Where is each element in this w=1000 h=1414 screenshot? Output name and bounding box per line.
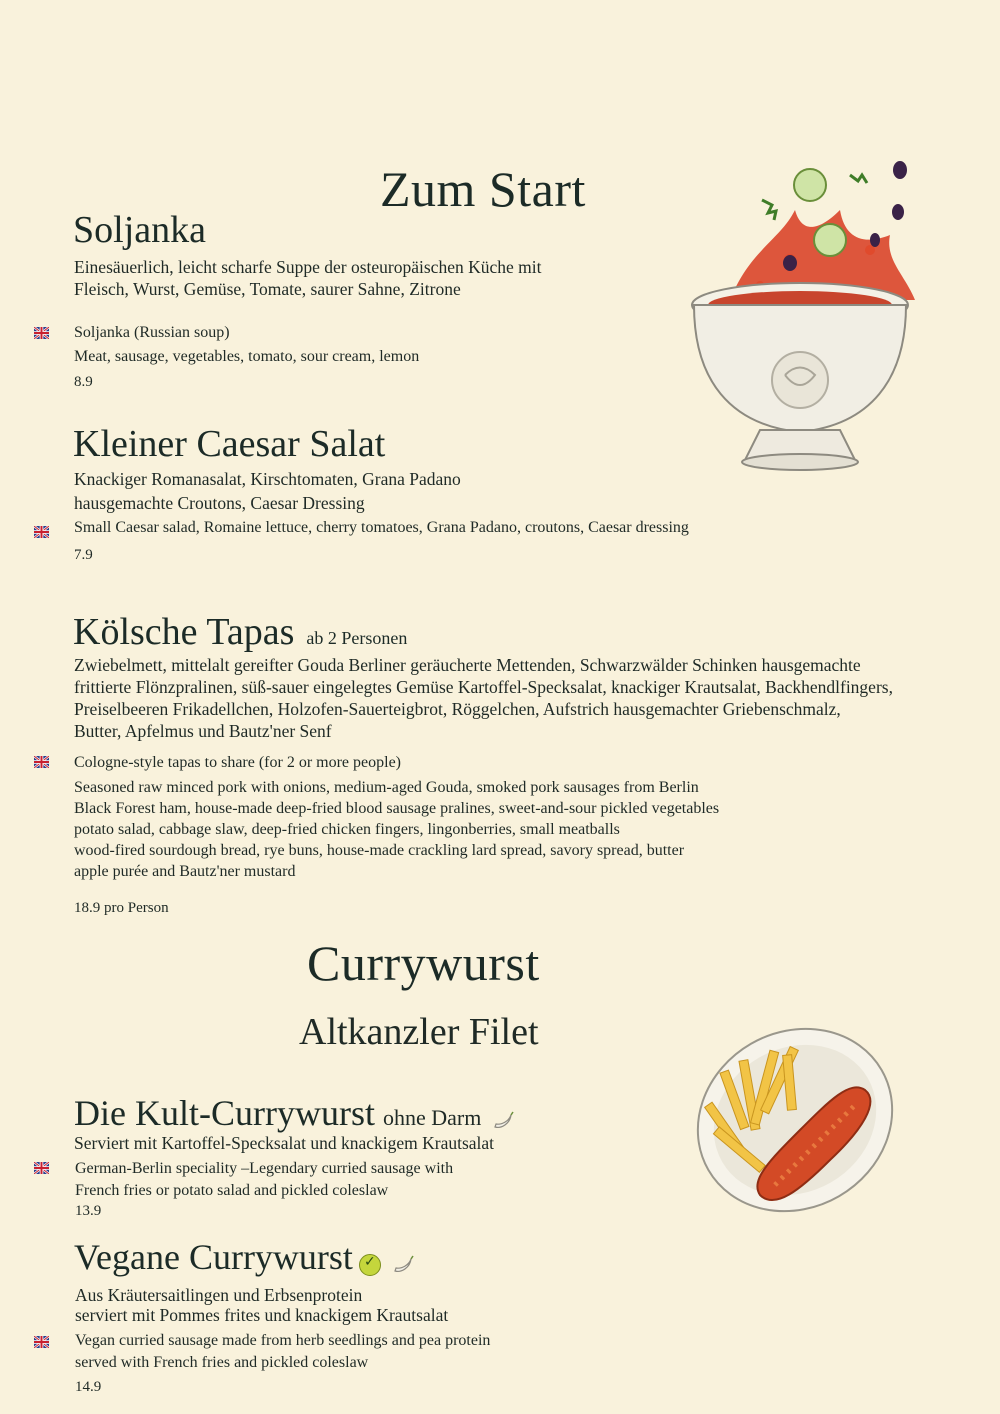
soup-bowl-illustration	[690, 140, 950, 490]
item-note-kult: ohne Darm	[382, 1105, 482, 1130]
item-en-desc-tapas-1: Seasoned raw minced pork with onions, medium-aged Gouda, smoked pork sausages from Berlin	[74, 779, 699, 796]
item-desc-kult-1: Serviert mit Kartoffel-Specksalat und knackigem Krautsalat	[74, 1133, 495, 1153]
item-title-vegan-name: Vegane Currywurst	[74, 1237, 353, 1277]
uk-flag-icon	[34, 526, 49, 538]
mild-chili-icon	[492, 1111, 514, 1131]
mild-chili-icon	[392, 1255, 414, 1275]
currywurst-plate-illustration	[690, 1010, 900, 1230]
item-desc-soljanka-2: Fleisch, Wurst, Gemüse, Tomate, saurer Sahne, Zitrone	[74, 279, 461, 299]
item-title-caesar: Kleiner Caesar Salat	[73, 423, 386, 465]
vegan-badge-icon	[359, 1254, 381, 1276]
uk-flag-icon	[34, 1162, 49, 1174]
uk-flag-icon	[34, 1336, 49, 1348]
item-en-desc-vegan-2: served with French fries and pickled coleslaw	[75, 1354, 369, 1371]
item-title-kult	[74, 1092, 514, 1134]
section-subtitle-currywurst: Altkanzler Filet	[299, 1011, 539, 1053]
uk-flag-icon	[34, 327, 49, 339]
item-en-desc-kult-1: German-Berlin speciality –Legendary curried sausage with	[75, 1160, 454, 1177]
item-en-desc-kult-2: French fries or potato salad and pickled coleslaw	[75, 1182, 389, 1199]
item-en-desc-tapas-3: potato salad, cabbage slaw, deep-fried chicken fingers, lingonberries, small meatballs	[74, 821, 620, 838]
item-price-tapas: 18.9 pro Person	[74, 900, 169, 916]
item-title-soljanka: Soljanka	[73, 209, 206, 251]
item-price-vegan: 14.9	[75, 1379, 102, 1395]
item-desc-vegan-2: serviert mit Pommes frites und knackigem Krautsalat	[75, 1305, 449, 1325]
item-desc-caesar-1: Knackiger Romanasalat, Kirschtomaten, Grana Padano	[74, 469, 461, 489]
item-note-tapas: ab 2 Personen	[306, 628, 408, 648]
section-title-currywurst: Currywurst	[307, 935, 540, 991]
item-en-name-tapas: Cologne-style tapas to share (for 2 or more people)	[74, 754, 402, 771]
item-title-tapas-name: Kölsche Tapas	[73, 611, 295, 653]
item-desc-tapas-2: frittierte Flönzpralinen, süß-sauer eingelegtes Gemüse Kartoffel-Specksalat, knackiger Krautsalat, Backhendlfingers,	[74, 677, 893, 697]
item-price-kult: 13.9	[75, 1203, 102, 1219]
item-title-kult-name: Die Kult-Currywurst	[74, 1093, 375, 1133]
item-en-desc-soljanka: Meat, sausage, vegetables, tomato, sour cream, lemon	[74, 348, 420, 365]
item-desc-caesar-2: hausgemachte Croutons, Caesar Dressing	[74, 493, 365, 513]
item-desc-vegan-1: Aus Kräutersaitlingen und Erbsenprotein	[75, 1285, 363, 1305]
item-en-name-soljanka: Soljanka (Russian soup)	[74, 324, 230, 341]
item-desc-tapas-1: Zwiebelmett, mittelalt gereifter Gouda Berliner geräucherte Mettenden, Schwarzwälder Schinken hausgemachte	[74, 655, 861, 675]
section-title-start: Zum Start	[380, 161, 586, 217]
item-price-soljanka: 8.9	[74, 374, 93, 390]
item-title-tapas	[73, 610, 407, 654]
item-en-desc-caesar: Small Caesar salad, Romaine lettuce, cherry tomatoes, Grana Padano, croutons, Caesar dressing	[74, 519, 689, 536]
item-en-desc-vegan-1: Vegan curried sausage made from herb seedlings and pea protein	[75, 1332, 491, 1349]
item-en-desc-tapas-4: wood-fired sourdough bread, rye buns, house-made crackling lard spread, savory spread, butter	[74, 842, 685, 859]
item-en-desc-tapas-2: Black Forest ham, house-made deep-fried blood sausage pralines, sweet-and-sour pickled vegetables	[74, 800, 720, 817]
item-price-caesar: 7.9	[74, 547, 93, 563]
item-title-vegan	[74, 1236, 414, 1278]
item-desc-tapas-3: Preiselbeeren Frikadellchen, Holzofen-Sauerteigbrot, Röggelchen, Aufstrich hausgemachter Griebenschmalz,	[74, 699, 841, 719]
uk-flag-icon	[34, 756, 49, 768]
item-en-desc-tapas-5: apple purée and Bautz'ner mustard	[74, 863, 296, 880]
item-desc-soljanka-1: Einesäuerlich, leicht scharfe Suppe der osteuropäischen Küche mit	[74, 257, 542, 277]
item-desc-tapas-4: Butter, Apfelmus und Bautz'ner Senf	[74, 721, 332, 741]
